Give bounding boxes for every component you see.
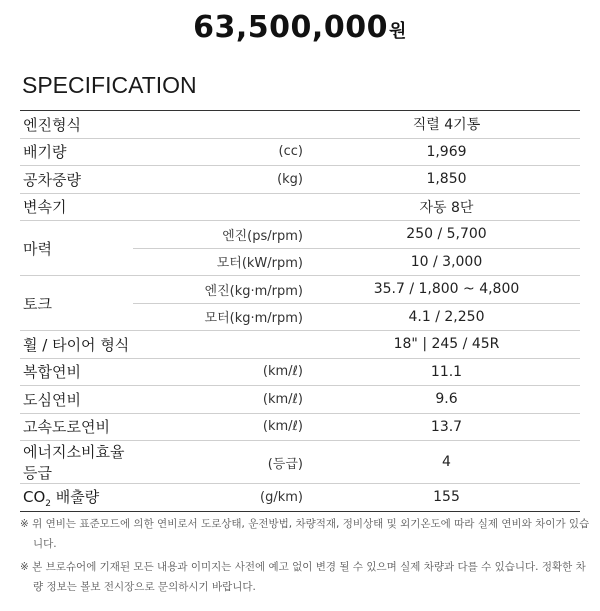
footnote: ※ 위 연비는 표준모드에 의한 연비로서 도로상태, 운전방법, 차량적재, 정비상태 및 외기온도에 따라 실제 연비와 차이가 있습니다. [20,518,590,550]
spec-unit: (km/ℓ) [133,358,313,386]
price-amount: 63,500,000 [193,10,388,45]
spec-value: 155 [313,484,580,512]
spec-label: 복합연비 [20,358,133,386]
spec-value: 18" | 245 / 45R [313,331,580,359]
table-row [20,138,580,166]
spec-label: 변속기 [20,193,133,221]
section-title: SPECIFICATION [22,72,197,98]
table-row [20,166,580,194]
spec-value: 10 / 3,000 [313,248,580,276]
table-row [20,358,580,386]
spec-value: 1,850 [313,166,580,194]
spec-label: 마력 [20,221,133,276]
footnotes [20,514,590,600]
spec-label: 휠 / 타이어 형식 [20,331,313,359]
spec-unit: 모터(kg·m/rpm) [133,303,313,331]
spec-label: 공차중량 [20,166,133,194]
spec-value: 4.1 / 2,250 [313,303,580,331]
spec-unit: (km/ℓ) [133,386,313,414]
spec-label: 토크 [20,276,133,331]
spec-label: 도심연비 [20,386,133,414]
table-row [20,484,580,512]
spec-unit: (km/ℓ) [133,413,313,441]
footnote: ※ 본 브로슈어에 기재된 모든 내용과 이미지는 사전에 예고 없이 변경 될 수 있으며 실제 차량과 다를 수 있습니다. 정확한 차량 정보는 볼보 전시장으로 문의하시기 바랍니다. [20,561,586,593]
table-row [20,221,580,249]
table-row [20,331,580,359]
spec-unit: 엔진(ps/rpm) [133,221,313,249]
spec-value: 35.7 / 1,800 ~ 4,800 [313,276,580,304]
price [0,10,600,45]
table-row [20,413,580,441]
table-row [20,193,580,221]
spec-unit: (cc) [133,138,313,166]
spec-value: 1,969 [313,138,580,166]
spec-value: 4 [313,441,580,484]
spec-label: $CO_2$ 배출량 [20,484,133,512]
spec-value: 250 / 5,700 [313,221,580,249]
spec-unit: 엔진(kg·m/rpm) [133,276,313,304]
price-unit: 원 [388,21,407,42]
spec-label: 배기량 [20,138,133,166]
spec-unit: 모터(kW/rpm) [133,248,313,276]
spec-value: 13.7 [313,413,580,441]
spec-label: 에너지소비효율등급 [20,441,133,484]
spec-table [20,110,580,512]
spec-label: 고속도로연비 [20,413,133,441]
spec-unit: (등급) [133,441,313,484]
spec-value: 9.6 [313,386,580,414]
spec-label: 엔진형식 [20,111,133,139]
spec-unit: (g/km) [133,484,313,512]
spec-value: 11.1 [313,358,580,386]
spec-unit: (kg) [133,166,313,194]
spec-value: 직렬 4기통 [313,111,580,139]
table-row [20,386,580,414]
table-row [20,276,580,304]
spec-value: 자동 8단 [313,193,580,221]
table-row [20,441,580,484]
table-row [20,111,580,139]
